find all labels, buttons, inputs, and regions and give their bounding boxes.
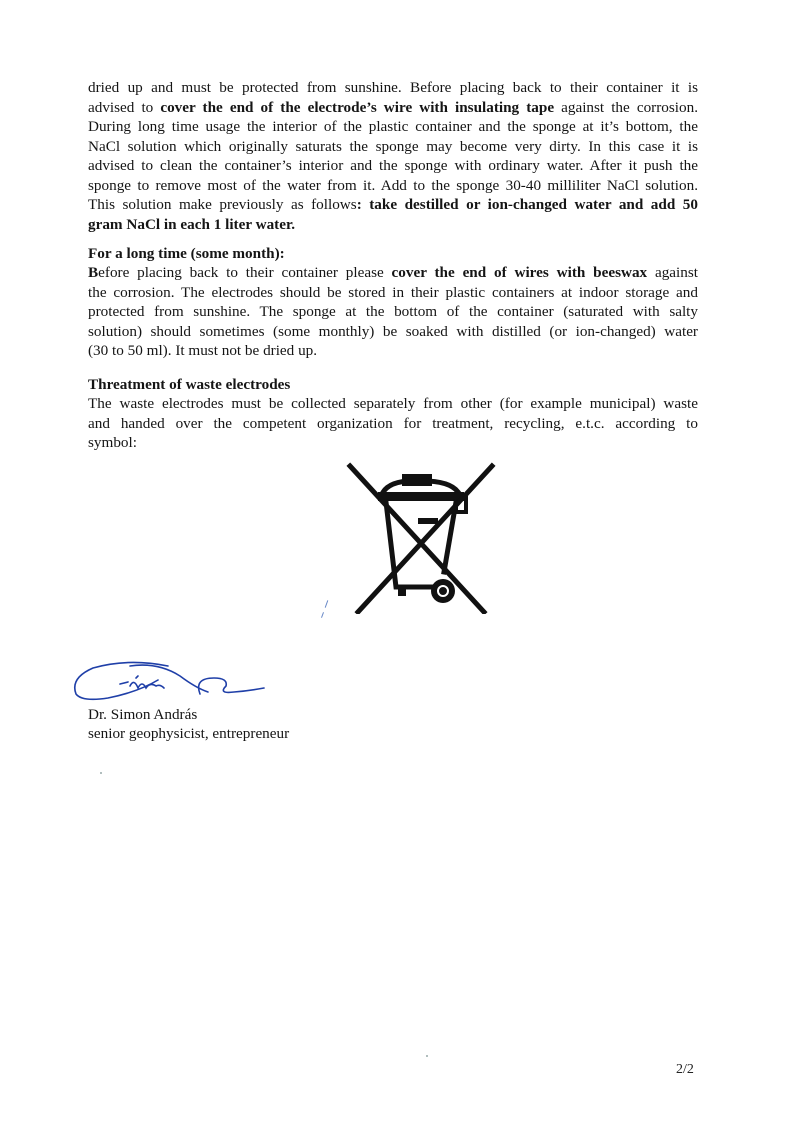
- text-run: During long time usage the interior of the plastic container and the sponge at it’s bottom, the: [88, 118, 698, 135]
- bold-text: cover the end of wires with beeswax: [391, 264, 648, 281]
- bold-text: : take destilled or ion-changed water and add 50: [356, 196, 698, 213]
- text-line: [88, 117, 698, 137]
- text-line: [88, 98, 698, 118]
- signatory-name: Dr. Simon András: [88, 706, 198, 723]
- text-run: NaCl solution which originally saturats the sponge may become very dirty. In this case it is: [88, 137, 698, 155]
- text-line: [88, 433, 698, 453]
- paragraph-waste-treatment: [88, 394, 698, 453]
- text-line: [88, 156, 698, 176]
- text-line: [88, 176, 698, 196]
- text-run: (30 to 50 ml). It must not be dried up.: [88, 342, 318, 359]
- text-line: [88, 341, 698, 361]
- scan-speck: [100, 772, 102, 774]
- text-line: [88, 137, 698, 157]
- paragraph-short-storage: [88, 78, 698, 234]
- scan-mark: [321, 612, 324, 618]
- heading-waste-treatment: Threatment of waste electrodes: [88, 376, 291, 393]
- text-run: protected from sunshine. The sponge at the bottom of the container (saturated with salty: [88, 303, 698, 320]
- text-line: [88, 302, 698, 322]
- text-run: dried up and must be protected from sunshine. Before placing back to their container it is: [88, 79, 698, 96]
- text-line: [88, 394, 698, 414]
- text-run: This solution make previously as follows: [88, 196, 357, 213]
- text-line: [88, 322, 698, 342]
- text-run: advised to: [88, 98, 161, 116]
- text-run: solution) should sometimes (some monthly) be soaked with distilled (or ion-changed) water: [88, 322, 698, 340]
- text-run: and handed over the competent organization for treatment, recycling, e.t.c. according to: [88, 414, 698, 432]
- bold-text: gram NaCl in each 1 liter water.: [88, 215, 296, 233]
- bold-text: B: [88, 264, 99, 281]
- text-line: [88, 195, 698, 215]
- text-run: against the corrosion.: [554, 98, 698, 116]
- text-line: [88, 414, 698, 434]
- paragraph-long-storage: [88, 263, 698, 361]
- text-run: The waste electrodes must be collected separately from other (for example municipal) waste: [88, 395, 698, 412]
- text-line: [88, 78, 698, 98]
- scan-mark: [325, 600, 329, 608]
- bold-text: cover the end of the electrode’s wire with insulating tape: [160, 98, 555, 116]
- text-line: [88, 283, 698, 303]
- scan-speck: [426, 1055, 428, 1057]
- text-run: sponge to remove most of the water from it. Add to the sponge 30-40 milliliter NaCl solution.: [88, 176, 698, 194]
- crossed-out-wheelie-bin-icon: [344, 462, 496, 614]
- text-run: the corrosion. The electrodes should be stored in their plastic containers at indoor storage and: [88, 283, 698, 301]
- text-line: [88, 215, 698, 235]
- text-run: advised to clean the container’s interior and the sponge with ordinary water. After it push the: [88, 157, 698, 174]
- signatory-title: senior geophysicist, entrepreneur: [88, 725, 290, 742]
- handwritten-signature: [68, 658, 268, 706]
- text-run: against: [647, 264, 698, 281]
- text-line: [88, 263, 698, 283]
- heading-long-storage: For a long time (some month):: [88, 245, 285, 262]
- text-run: efore placing back to their container please: [98, 264, 392, 281]
- page-number: 2/2: [676, 1062, 694, 1077]
- text-run: symbol:: [88, 434, 137, 451]
